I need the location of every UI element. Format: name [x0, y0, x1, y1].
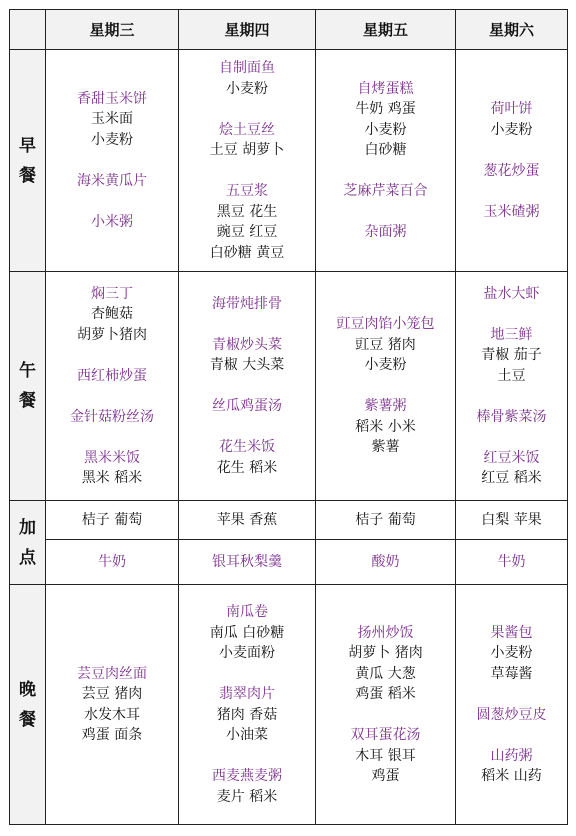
dish-ingredients: 麦片 稻米 [216, 788, 278, 805]
dish-name: 烩土豆丝 [219, 121, 275, 138]
weekly-menu-table [9, 9, 568, 825]
dish-spacer [456, 181, 567, 202]
dish-name: 地三鲜 [490, 326, 533, 343]
menu-cell [179, 585, 316, 825]
dish-name: 小米粥 [91, 213, 133, 230]
dish-spacer [456, 386, 567, 407]
day-header: 星期四 [179, 10, 316, 50]
dish-name: 紫薯粥 [364, 398, 407, 415]
dish-name: 西红柿炒蛋 [77, 367, 147, 384]
dish-name: 焖三丁 [91, 285, 133, 302]
day-header: 星期三 [46, 10, 179, 50]
dish-name: 西麦燕麦粥 [212, 768, 282, 784]
dish-ingredients: 木耳 银耳 [355, 747, 416, 764]
dish-name: 五豆浆 [226, 183, 268, 199]
menu-cell [316, 585, 456, 825]
snack-fruit-cell: 苹果 香蕉 [179, 501, 316, 540]
dish-ingredients: 小麦粉 [490, 645, 533, 661]
meal-label-breakfast: 早 餐 [10, 50, 46, 272]
snack-fruit-cell: 桔子 葡萄 [316, 501, 456, 540]
dish-ingredients: 黑豆 花生 [216, 203, 278, 220]
dish-ingredients: 青椒 茄子 [481, 347, 542, 363]
menu-cell [456, 272, 568, 501]
day-header: 星期五 [316, 10, 456, 50]
dish-ingredients: 南瓜 白砂糖 [209, 624, 285, 641]
dish-name: 黑米米饭 [84, 449, 140, 466]
dish-spacer [456, 304, 567, 325]
dish-name: 花生米饭 [219, 439, 275, 456]
dish-name: 自制面鱼 [219, 60, 275, 76]
dish-spacer [46, 191, 178, 212]
dish-spacer [179, 99, 315, 120]
meal-label-snack: 加 点 [10, 501, 46, 585]
meal-label-dinner: 晚 餐 [10, 585, 46, 825]
dish-spacer [179, 746, 315, 767]
dish-ingredients: 小麦面粉 [219, 645, 275, 661]
dish-ingredients: 小麦粉 [364, 357, 407, 374]
snack-fruit-cell: 桔子 葡萄 [46, 501, 179, 540]
dish-ingredients: 鸡蛋 稻米 [355, 686, 416, 702]
menu-cell [179, 272, 316, 501]
dish-ingredients: 芸豆 猪肉 [81, 686, 143, 702]
dish-ingredients: 豌豆 红豆 [216, 224, 278, 240]
dish-spacer [456, 684, 567, 705]
dish-spacer [179, 417, 315, 438]
dish-spacer [179, 161, 315, 182]
dish-spacer [179, 664, 315, 685]
menu-cell [179, 50, 316, 272]
dish-spacer [456, 725, 567, 746]
menu-cell [456, 50, 568, 272]
dish-name: 圆葱炒豆皮 [476, 706, 547, 723]
dish-spacer [179, 314, 315, 335]
dish-spacer [46, 345, 178, 366]
dish-name: 海带炖排骨 [212, 295, 282, 312]
menu-cell [46, 272, 179, 501]
dish-ingredients: 胡萝卜 猪肉 [348, 645, 423, 661]
dish-ingredients: 鸡蛋 [371, 768, 400, 784]
dish-spacer [316, 202, 455, 223]
snack-drink-row [10, 540, 568, 585]
dish-ingredients: 黑米 稻米 [81, 470, 143, 486]
dish-ingredients: 花生 稻米 [216, 459, 278, 476]
menu-cell [46, 50, 179, 272]
dish-name: 青椒炒头菜 [212, 336, 282, 353]
snack-fruit-row [10, 501, 568, 540]
meal-label-lunch: 午 餐 [10, 272, 46, 501]
dish-ingredients: 红豆 稻米 [481, 470, 542, 486]
dish-ingredients: 土豆 胡萝卜 [209, 142, 285, 158]
dish-name: 金针菇粉丝汤 [70, 408, 154, 425]
dinner-row [10, 585, 568, 825]
dish-name: 南瓜卷 [226, 604, 268, 620]
dish-ingredients: 黄瓜 大葱 [355, 665, 416, 682]
dish-spacer [46, 427, 178, 448]
dish-name: 杂面粥 [364, 224, 407, 240]
menu-cell [46, 585, 179, 825]
dish-ingredients: 豇豆 猪肉 [355, 336, 416, 353]
dish-ingredients: 稻米 小米 [355, 418, 416, 435]
dish-spacer [456, 140, 567, 161]
snack-drink-cell: 酸奶 [316, 540, 456, 585]
dish-name: 双耳蛋花汤 [350, 727, 421, 743]
dish-ingredients: 牛奶 鸡蛋 [355, 101, 416, 117]
dish-name: 丝瓜鸡蛋汤 [212, 398, 282, 415]
dish-spacer [316, 705, 455, 726]
dish-ingredients: 稻米 山药 [481, 768, 542, 784]
dish-ingredients: 小麦粉 [226, 80, 268, 97]
dish-spacer [316, 376, 455, 397]
dish-name: 香甜玉米饼 [77, 90, 147, 107]
snack-fruit-cell: 白梨 苹果 [456, 501, 568, 540]
breakfast-row [10, 50, 568, 272]
dish-ingredients: 玉米面 [91, 111, 133, 128]
dish-ingredients: 小麦粉 [91, 131, 133, 148]
dish-ingredients: 小油菜 [226, 727, 268, 743]
dish-ingredients: 青椒 大头菜 [209, 357, 285, 374]
dish-name: 芸豆肉丝面 [77, 665, 147, 682]
dish-name: 盐水大虾 [483, 285, 540, 302]
dish-ingredients: 草莓酱 [490, 665, 533, 682]
day-header: 星期六 [456, 10, 568, 50]
dish-spacer [456, 427, 567, 448]
menu-cell [316, 50, 456, 272]
dish-ingredients: 小麦粉 [364, 121, 407, 138]
menu-cell [316, 272, 456, 501]
dish-name: 翡翠肉片 [219, 686, 275, 702]
corner-cell [10, 10, 46, 50]
snack-drink-cell: 银耳秋梨羹 [179, 540, 316, 585]
dish-name: 芝麻芹菜百合 [343, 183, 428, 199]
dish-name: 山药粥 [490, 747, 533, 764]
dish-ingredients: 胡萝卜猪肉 [77, 326, 147, 343]
dish-ingredients: 土豆 [497, 367, 526, 384]
dish-ingredients: 猪肉 香菇 [216, 706, 278, 723]
dish-name: 海米黄瓜片 [77, 172, 147, 189]
snack-drink-cell: 牛奶 [456, 540, 568, 585]
dish-name: 葱花炒蛋 [483, 162, 540, 179]
dish-ingredients: 鸡蛋 面条 [81, 727, 143, 743]
dish-ingredients: 紫薯 [371, 439, 400, 456]
header-row [10, 10, 568, 50]
dish-name: 荷叶饼 [490, 101, 533, 117]
dish-name: 红豆米饭 [483, 449, 540, 466]
snack-drink-cell: 牛奶 [46, 540, 179, 585]
dish-ingredients: 小麦粉 [490, 121, 533, 138]
dish-name: 棒骨紫菜汤 [476, 408, 547, 425]
dish-name: 扬州炒饭 [357, 624, 414, 641]
dish-name: 果酱包 [490, 624, 533, 641]
dish-spacer [179, 376, 315, 397]
dish-name: 豇豆肉馅小笼包 [336, 316, 435, 333]
dish-spacer [316, 161, 455, 182]
dish-ingredients: 白砂糖 [364, 142, 407, 158]
dish-name: 玉米碴粥 [483, 203, 540, 220]
dish-spacer [46, 386, 178, 407]
dish-ingredients: 水发木耳 [84, 706, 140, 723]
dish-name: 自烤蛋糕 [357, 80, 414, 97]
dish-ingredients: 杏鲍菇 [91, 306, 133, 322]
lunch-row [10, 272, 568, 501]
menu-cell [456, 585, 568, 825]
dish-ingredients: 白砂糖 黄豆 [209, 244, 285, 261]
dish-spacer [46, 150, 178, 171]
